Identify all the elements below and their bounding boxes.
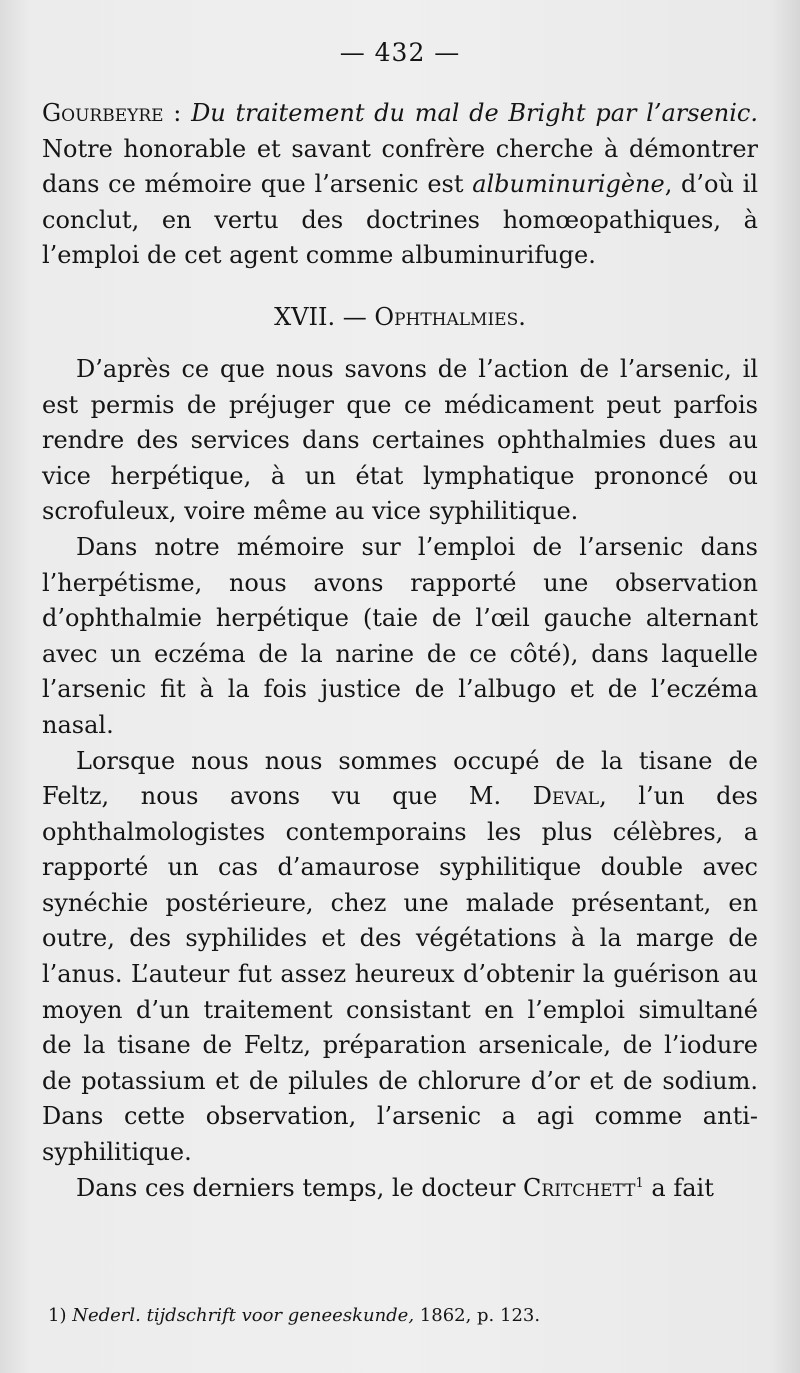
paragraph-4 (42, 1171, 758, 1207)
paragraph-1: D’après ce que nous savons de l’action de l’arsenic, il est permis de préjuger que ce médicament peut parfois rendre des services dans certaines ophthalmies dues au vice herpétique, à un état lymphatique prononcé ou scrofuleux, voire même au vice syphilitique. (42, 354, 758, 526)
entry-title: Du traitement du mal de Bright par l’arsenic. (191, 99, 758, 127)
footnote-source: Nederl. tijdschrift voor geneeskunde, (72, 1305, 415, 1326)
paragraph-3 (42, 744, 758, 1171)
entry-keyword: albuminurigène (472, 170, 665, 199)
footnote-reference: 1 (635, 1175, 644, 1191)
paragraph-4-before: Dans ces derniers temps, le docteur (76, 1173, 524, 1202)
entry-body-before: Notre honorable et savant confrère cherche à démontrer dans ce mémoire que l’arsenic est (42, 134, 758, 199)
section-title: Ophthalmies. (374, 302, 526, 331)
section-number: XVII. (274, 302, 336, 331)
page-number: — 432 — (339, 38, 461, 67)
paragraph-3-after: , l’un des ophthalmologistes contemporains les plus célèbres, a rapporté un cas d’amaurose syphilitique double avec synéchie postérieure, chez une malade présentant, en outre, des syphilides et des végétations à la marge de l’anus. L’auteur fut assez heureux d’obtenir la guérison au moyen d’un traitement consistant en l’emploi simultané de la tisane de Feltz, préparation arsenicale, de l’iodure de potassium et de pilules de chlorure d’or et de sodium. Dans cette observation, l’arsenic a agi comme anti-syphilitique. (42, 782, 758, 1167)
section-heading (42, 300, 758, 334)
section-dash: — (335, 302, 375, 331)
entry-separator: : (163, 99, 192, 127)
paragraph-3-before: Lorsque nous nous sommes occupé de la tisane de Feltz, nous avons vu que M. (42, 746, 758, 811)
footnote (48, 1304, 748, 1328)
paragraph-4-after: a fait (643, 1173, 714, 1202)
entry-body-after: , d’où il conclut, en vertu des doctrines homœopathiques, à l’emploi de cet agent comme albuminurifuge. (42, 170, 758, 270)
author-name-critchett: Critchett (523, 1173, 636, 1202)
paragraph-2: Dans notre mémoire sur l’emploi de l’arsenic dans l’herpétisme, nous avons rapporté une observation d’ophthalmie herpétique (taie de l’œil gauche alternant avec un eczéma de la narine de ce côté), dans laquelle l’arsenic fit à la fois justice de l’albugo et de l’eczéma nasal. (42, 532, 758, 739)
entry-author: Gourbeyre (42, 99, 164, 127)
bibliographic-entry (42, 96, 758, 274)
body-text (42, 96, 758, 1206)
footnote-marker: 1) (48, 1305, 67, 1326)
author-name-deval: Deval (532, 782, 600, 811)
footnote-details: 1862, p. 123. (414, 1305, 541, 1326)
